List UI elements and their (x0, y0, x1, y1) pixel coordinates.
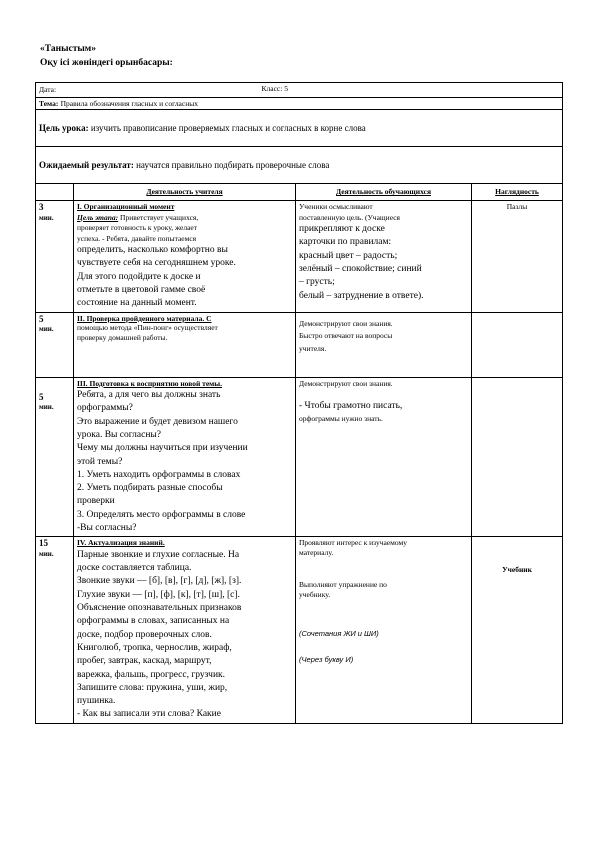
result-value: научатся правильно подбирать проверочные слова (136, 159, 330, 170)
student-line: учебнику. (299, 589, 331, 599)
stage-title: IV. Актуализация знаний. (77, 538, 165, 548)
stage-title: II. Проверка пройденного материала. С (77, 313, 212, 323)
student-line: прикрепляют к доске (299, 224, 385, 235)
visual-column-header: Наглядность (472, 184, 563, 201)
goal-row (36, 110, 563, 147)
lesson-stage-row (36, 312, 563, 377)
student-line: Быстро отвечают на вопросы (299, 331, 393, 341)
teacher-activity (74, 537, 296, 723)
date-label: Дата: (39, 85, 57, 94)
teacher-line: проверки (77, 496, 115, 507)
teacher-line: орфограммы в словах, записанных на (77, 616, 230, 627)
student-note: (Через букву И) (299, 655, 354, 665)
teacher-line: определить, насколько комфортно вы (77, 245, 228, 256)
teacher-activity (74, 377, 296, 537)
stage-time: 5 мин. (36, 312, 74, 377)
lesson-stage-row (36, 377, 563, 537)
student-line: поставленную цель. (Учащиеся (299, 212, 400, 222)
visual-aid (472, 537, 563, 723)
visual-aid (472, 312, 563, 377)
student-line: - Чтобы грамотно писать, (299, 401, 403, 412)
student-activity (296, 201, 472, 312)
teacher-line: 1. Уметь находить орфограммы в словах (77, 469, 241, 480)
stage-goal-text: Приветствует учащихся, (120, 212, 199, 222)
student-line: учителя. (299, 344, 327, 354)
lesson-stage-row (36, 537, 563, 723)
teacher-column-header: Деятельность учителя (74, 184, 296, 201)
goal-value: изучить правописание проверяемых гласных и согласных в корне слова (90, 122, 366, 133)
stage-time: 3 мин. (36, 201, 74, 312)
teacher-line: помощью метода «Пин-понг» осуществляет (77, 323, 218, 333)
teacher-line: Парные звонкие и глухие согласные. На (77, 549, 240, 560)
date-class-row (36, 83, 563, 98)
student-line: материалу. (299, 548, 334, 558)
teacher-line: пушинка. (77, 696, 116, 707)
teacher-line: пробег, завтрак, каскад, маршрут, (77, 656, 212, 667)
teacher-line: варежка, фальшь, прогресс, грузчик. (77, 669, 226, 680)
student-line: – грусть; (299, 277, 335, 288)
teacher-line: Это выражение и будет девизом нашего (77, 416, 238, 427)
teacher-line: Звонкие звуки — [б], [в], [г], [д], [ж], [з]. (77, 576, 242, 587)
teacher-line: Глухие звуки — [п], [ф], [к], [т], [ш], [с]. (77, 589, 240, 600)
student-line: красный цвет – радость; (299, 250, 398, 261)
teacher-line: Для этого подойдите к доске и (77, 271, 201, 282)
stage-time: 5 мин. (36, 377, 74, 537)
stage-title: III. Подготовка к восприятию новой темы. (77, 378, 223, 388)
approval-stamp: «Таныстым» (40, 44, 97, 54)
topic-label: Тема: (39, 98, 59, 108)
teacher-line: этой темы? (77, 456, 123, 467)
stage-goal-label: Цель этапа: (77, 212, 119, 222)
class-label: Класс: 5 (261, 84, 288, 93)
students-column-header: Деятельность обучающихся (296, 184, 472, 201)
column-header-row (36, 184, 563, 201)
teacher-line: проверяет готовность к уроку, желает (77, 223, 198, 233)
teacher-line: урока. Вы согласны? (77, 430, 162, 440)
teacher-line: успеха. - Ребята, давайте попытаемся (77, 233, 197, 243)
student-activity (296, 312, 472, 377)
deputy-director-line: Оқу ісі жөніндегі орынбасары: (40, 58, 173, 68)
teacher-line: -Вы согласны? (77, 523, 137, 534)
teacher-activity (74, 201, 296, 312)
teacher-line: состояние на данный момент. (77, 298, 197, 309)
student-line: белый – затруднение в ответе). (299, 290, 424, 301)
teacher-line: проверку домашней работы. (77, 333, 168, 343)
student-line (299, 388, 468, 400)
topic-value: Правила обозначения гласных и согласных (60, 98, 199, 108)
topic-row (36, 97, 563, 110)
teacher-line: Объяснение опознавательных признаков (77, 603, 242, 614)
student-activity (296, 537, 472, 723)
visual-aid (472, 377, 563, 537)
student-line: карточки по правилам: (299, 237, 392, 248)
teacher-line: отметьте в цветовой гамме своё (77, 285, 206, 296)
student-line: орфограммы нужно знать. (299, 413, 383, 423)
teacher-line: 2. Уметь подбирать разные способы (77, 483, 223, 494)
visual-aid: Пазлы (472, 201, 563, 312)
stage-time: 15 мин. (36, 537, 74, 723)
lesson-stage-row (36, 201, 563, 312)
stage-title: I. Организационный момент (77, 202, 175, 212)
result-row (36, 147, 563, 184)
teacher-line: доске составляется таблица. (77, 563, 192, 574)
teacher-line: чувствуете себя на сегодняшнем уроке. (77, 258, 236, 269)
student-line: Демонстрируют свои знания. (299, 318, 393, 328)
goal-label: Цель урока: (39, 122, 89, 133)
visual-aid-label: Учебник (502, 565, 532, 575)
teacher-line: - Как вы записали эти слова? Какие (77, 709, 221, 720)
teacher-line: орфограммы? (77, 403, 133, 414)
lesson-plan-table (35, 82, 563, 724)
student-line: Выполняют упражнение по (299, 579, 387, 589)
student-line: Демонстрируют свои знания. (299, 378, 393, 388)
time-column-header (36, 184, 74, 201)
student-line: Ученики осмысливают (299, 202, 373, 212)
student-line: Проявляют интерес к изучаемому (299, 538, 407, 548)
teacher-line: Запишите слова: пружина, уши, жир, (77, 682, 228, 693)
teacher-activity (74, 312, 296, 377)
teacher-line: 3. Определять место орфограммы в слове (77, 509, 246, 520)
result-label: Ожидаемый результат: (39, 159, 134, 170)
student-activity (296, 377, 472, 537)
student-note: (Сочетания ЖИ и ШИ) (299, 629, 379, 639)
teacher-line: Ребята, а для чего вы должны знать (77, 390, 221, 401)
teacher-line: Книголюб, тропка, чернослив, жираф, (77, 642, 232, 653)
student-line: зелёный – спокойствие; синий (299, 264, 422, 275)
teacher-line: Чему мы должны научиться при изучении (77, 443, 248, 454)
teacher-line: доске, подбор проверочных слов. (77, 629, 212, 640)
